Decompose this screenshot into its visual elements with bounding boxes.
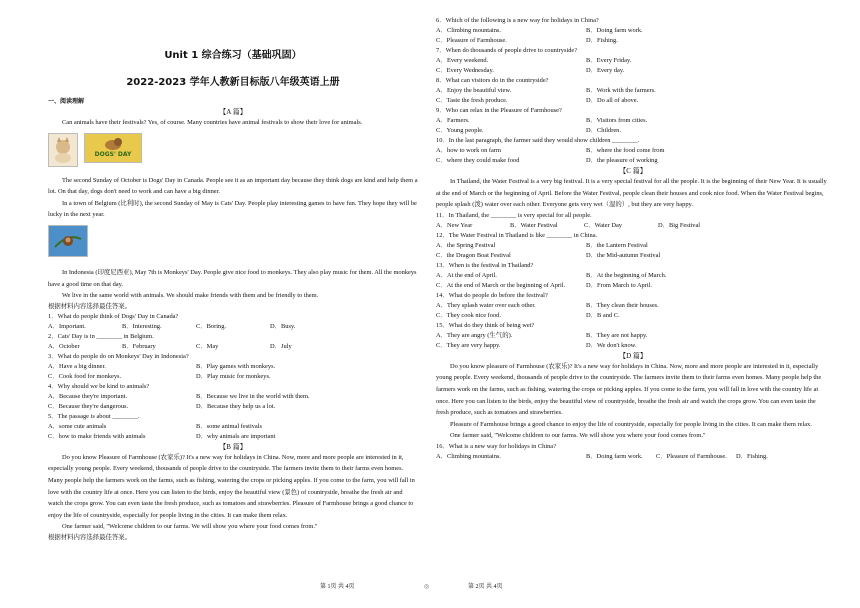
option: D．Big Festival	[658, 221, 701, 229]
question-text: 13．When is the festival in Thailand?	[436, 261, 534, 269]
image-row	[48, 225, 418, 261]
option: C．Pleasure of Farmhouse.	[436, 37, 507, 44]
option: A．Every weekend.	[436, 57, 489, 64]
option: C．where they could make food	[436, 157, 520, 164]
image-row	[48, 133, 418, 169]
page-2	[430, 0, 860, 608]
option: C．Taste the fresh produce.	[436, 97, 508, 104]
option: D．July	[270, 342, 292, 350]
options	[48, 322, 418, 332]
option: B．some animal festivals	[196, 422, 263, 430]
option: D．Play music for monkeys.	[196, 372, 271, 380]
passage-d-paragraph: Do you know pleasure of Farmhouse (农家乐)? It's a new way for holidays in China. Now, more and more people are interested in it, especially young people. Every weekend, thousands of people drive to the countryside. The farmers invite them to their farms even homes. Many people help the farmers work on the farms, such as fishing, watering the crops or picking apples. If you come to the farm, you will fall in love with the country life at once. Here you can listen to the birds, enjoy the beautiful view of countryside, breathe the fresh air and watch the crops grow. You can even taste the fresh produce, such as tomatoes and strawberries.	[436, 362, 822, 417]
option: A．New Year	[436, 221, 473, 229]
option: A．Farmers.	[436, 117, 470, 124]
question-text: 9．Who can relax in the Pleasure of Farmhouse?	[436, 107, 562, 114]
option: C．At the end of March or the beginning of April.	[436, 281, 566, 289]
option: B．Work with the farmers.	[586, 87, 656, 94]
option: B．the Lantern Festival	[586, 241, 648, 249]
question-text: 7．When do thousands of people drive to countryside?	[436, 47, 578, 54]
options	[436, 271, 830, 291]
option: B．Doing farm work.	[586, 27, 643, 34]
option: C．how to make friends with animals	[48, 432, 146, 440]
worksheet-subtitle: 2022-2023 学年人教新目标版八年级英语上册	[126, 77, 340, 88]
question-text: 16．What is a new way for holidays in China?	[436, 442, 556, 450]
option: A．Have a big dinner.	[48, 362, 106, 370]
options	[436, 26, 830, 46]
instruction: 根据材料内容选择最佳答案。	[48, 533, 132, 541]
option: D．From March to April.	[586, 281, 653, 289]
option: A．Because they're important.	[48, 392, 128, 400]
option: C．the Dragon Boat Festival	[436, 251, 511, 259]
option: C．Every Wednesday.	[436, 67, 494, 74]
option: D．Busy.	[270, 322, 296, 330]
passage-a-paragraph: The second Sunday of October is Dogs' Day in Canada. People see it as an important day because they think dogs are kind and help them a lot. On that day, dogs don't need to work and can have a big dinner.	[48, 176, 418, 196]
passage-a-paragraph: In Indonesia (印度尼西亚), May 7th is Monkeys' Day. People give nice food to monkeys. They also play music for them. All the monkeys have a good time on that day.	[48, 268, 417, 288]
question-text: 5．The passage is about ________.	[48, 412, 140, 420]
question-text: 10．In the last paragraph, the farmer said they would show children ________.	[436, 137, 640, 144]
page-footer-1: 第 1页 共 4页	[320, 584, 355, 590]
page-footer-2: 第 2页 共 4页	[468, 584, 503, 590]
option: A．some cute animals	[48, 422, 107, 430]
option: A．Enjoy the beautiful view.	[436, 87, 512, 94]
option: C．Water Day	[584, 221, 622, 229]
options	[436, 116, 830, 136]
passage-d-paragraph: One farmer said, "Welcome children to our farms. We will show you where your food comes from."	[450, 432, 706, 440]
passage-c-paragraph: In Thailand, the Water Festival is a very big festival. It is a very special festival for all the people. It is the beginning of their New Year. It is usually at the end of March or the beginning of April. Before the Water Festival, people clean their houses and cook nice food. When the Water Festival begins, people splash (泼) water over each other. Everyone gets very wet（湿的）, but they are very happy.	[436, 178, 827, 209]
option: D．Children.	[586, 127, 621, 134]
passage-d-paragraph: Pleasure of Farmhouse brings a good chance to enjoy the life of countryside, especially for people living in the cities. It can make them relax.	[450, 420, 812, 428]
section-heading: 一、阅读理解	[48, 98, 85, 105]
option: A．They are angry (生气的).	[436, 331, 513, 339]
option: C．They cook nice food.	[436, 311, 501, 319]
cat-image	[48, 133, 78, 167]
question-text: 1．What do people think of Dogs' Day in Canada?	[48, 312, 179, 320]
passage-a-paragraph: Can animals have their festivals? Yes, of course. Many countries have animal festivals to show their love for animals.	[62, 119, 363, 126]
option: C．They are very happy.	[436, 341, 501, 349]
option: B．Because we live in the world with them.	[196, 392, 310, 400]
option: B．February	[122, 342, 156, 350]
option: D．the Mid-autumn Festival	[586, 251, 661, 259]
option: B．Doing farm work.	[586, 452, 643, 460]
option: D．Fishing.	[586, 37, 618, 44]
option: D．B and C.	[586, 311, 620, 319]
option: C．Cook food for monkeys.	[48, 372, 122, 380]
options	[48, 392, 418, 412]
options	[436, 56, 830, 76]
instruction: 根据材料内容选择最佳答案。	[48, 302, 132, 310]
part-a-heading: 【A 篇】	[219, 108, 247, 116]
option: C．Because they're dangerous.	[48, 402, 129, 410]
option: D．Because they help us a lot.	[196, 402, 276, 410]
question-text: 14．What do people do before the festival?	[436, 291, 548, 299]
dogs-day-label: DOGS' DAY	[94, 151, 132, 159]
option: D．We don't know.	[586, 341, 637, 349]
option: A．Climbing mountains.	[436, 27, 501, 34]
passage-a-paragraph: We live in the same world with animals. We should make friends with them and be friendly to them.	[62, 292, 319, 300]
options	[436, 331, 830, 351]
part-b-heading: 【B 篇】	[219, 442, 247, 451]
option: D．the pleasure of working	[586, 157, 658, 164]
option: D．Fishing.	[736, 452, 768, 460]
center-binding-mark: ◎	[424, 584, 430, 590]
option: A．Important.	[48, 322, 86, 330]
options	[436, 301, 830, 321]
option: D．why animals are important	[196, 432, 276, 440]
options	[436, 241, 830, 261]
question-text: 12．The Water Festival in Thailand is like ________ in China.	[436, 231, 598, 239]
passage-a-paragraph: In a town of Belgium (比利时), the second Sunday of May is Cats' Day. People play interesting games to have fun. They hope they will be lucky in the next year.	[48, 199, 417, 219]
option: B．They are not happy.	[586, 331, 648, 339]
option: C．May	[196, 342, 219, 350]
option: A．At the end of April.	[436, 271, 497, 279]
question-text: 11．In Thailand, the ________ is very special for all people.	[436, 211, 592, 219]
worksheet-title: Unit 1 综合练习（基础巩固）	[164, 50, 302, 61]
option: B．Interesting.	[122, 322, 162, 330]
passage-b-paragraph: One farmer said, "Welcome children to our farms. We will show you where your food comes from."	[62, 523, 318, 531]
option: B．Visitors from cities.	[586, 117, 648, 124]
dogs-day-image	[84, 133, 142, 163]
option: B．They clean their houses.	[586, 301, 659, 309]
question-text: 15．What do they think of being wet?	[436, 321, 535, 329]
part-d-heading: 【D 篇】	[619, 351, 647, 360]
option: C．Boring.	[196, 322, 227, 330]
options	[436, 221, 830, 231]
option: A．They splash water over each other.	[436, 301, 536, 309]
option: C．Pleasure of Farmhouse.	[656, 452, 727, 460]
option: B．At the beginning of March.	[586, 271, 667, 279]
option: C．Young people.	[436, 127, 484, 134]
monkey-image	[48, 225, 88, 257]
part-c-heading: 【C 篇】	[619, 167, 647, 175]
option: B．Play games with monkeys.	[196, 362, 276, 370]
option: B．where the food come from	[586, 147, 665, 154]
options	[436, 452, 830, 462]
options	[436, 146, 830, 166]
option: D．Do all of above.	[586, 97, 639, 104]
question-text: 8．What can visitors do in the countryside?	[436, 77, 549, 84]
option: A．the Spring Festival	[436, 241, 496, 249]
option: D．Every day.	[586, 67, 625, 74]
option: A．October	[48, 342, 80, 350]
option: A．how to work on farm	[436, 147, 501, 154]
option: A．Climbing mountains.	[436, 452, 501, 460]
passage-b-paragraph: Do you know Pleasure of Farmhouse (农家乐)? It's a new way for holidays in China. Now, more and more people are interested in it, especially young people. Every weekend, thousands of people drive to the countryside. The farmers invite them to their farms even homes. Many people help the farmers work on the farms, such as fishing, watering the crops or picking apples. If you come to the farm, you will fall in love with the country life at once. Here you can listen to the birds, enjoy the beautiful view (景色) of countryside, breathe the fresh air and watch the crops grow. You can even taste the fresh produce, such as tomatoes and strawberries. Pleasure of Farmhouse brings a good chance to enjoy the life of countryside, especially for people living in the cities. It can make them relax.	[48, 453, 415, 519]
options	[48, 342, 418, 352]
question-text: 2．Cats' Day is in ________ in Belgium.	[48, 332, 154, 340]
option: B．Every Friday.	[586, 57, 632, 64]
question-text: 6．Which of the following is a new way for holidays in China?	[436, 17, 599, 24]
question-text: 3．What do people do on Monkeys' Day in Indonesia?	[48, 352, 189, 360]
option: B．Water Festival	[510, 221, 558, 229]
options	[48, 362, 418, 382]
options	[436, 86, 830, 106]
question-text: 4．Why should we be kind to animals?	[48, 382, 150, 390]
options	[48, 422, 418, 442]
